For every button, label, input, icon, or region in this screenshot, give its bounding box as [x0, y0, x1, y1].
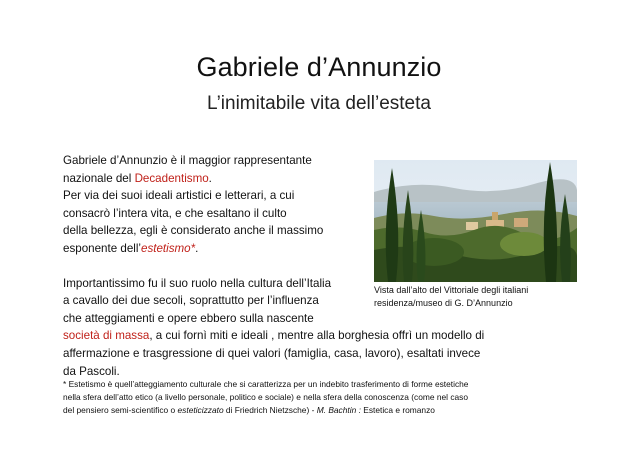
footnote-line: nella sfera dell’atto etico (a livello personale, politico e sociale) e nella sfera della conoscenza (come nel caso	[63, 392, 469, 402]
text-segment: nazionale del	[63, 171, 135, 185]
photo-caption	[374, 284, 584, 310]
text-line: della bellezza, egli è considerato anche il massimo	[63, 224, 324, 238]
text-line: Gabriele d’Annunzio è il maggior rappresentante	[63, 154, 312, 167]
text-segment: .	[208, 171, 212, 185]
caption-line: residenza/museo di G. D’Annunzio	[374, 298, 513, 308]
footnote-emphasis: esteticizzato	[177, 405, 224, 415]
footnote-estetismo	[63, 378, 583, 417]
vittoriale-photo	[374, 160, 577, 282]
text-segment: esponente dell’	[63, 241, 141, 255]
text-segment: .	[195, 241, 199, 255]
text-line	[63, 327, 583, 345]
slide-subtitle: L’inimitabile vita dell’esteta	[207, 93, 431, 114]
text-line: che atteggiamenti e opere ebbero sulla nascente	[63, 311, 314, 325]
text-segment: di Friedrich Nietzsche) -	[223, 405, 317, 415]
text-line: a cavallo dei due secoli, soprattutto per l’influenza	[63, 294, 319, 308]
text-line: consacrò l’intera vita, e che esaltano il culto	[63, 206, 287, 220]
highlight-estetismo: estetismo*	[141, 241, 196, 255]
text-line: Per via dei suoi ideali artistici e letterari, a cui	[63, 189, 295, 203]
caption-line: Vista dall’alto del Vittoriale degli italiani	[374, 285, 529, 295]
highlight-societa-di-massa: società di massa	[63, 329, 150, 343]
footnote-line: * Estetismo è quell’atteggiamento culturale che si caratterizza per un indebito trasferimento di forme estetiche	[63, 379, 469, 389]
footnote-author: M. Bachtin :	[316, 405, 361, 415]
footnote-line	[63, 404, 583, 417]
text-line: da Pascoli.	[63, 364, 120, 378]
vittoriale-landscape-illustration	[374, 160, 577, 282]
text-segment: Estetica e romanzo	[360, 405, 435, 415]
text-line: Importantissimo fu il suo ruolo nella cultura dell’Italia	[63, 276, 332, 290]
text-segment: , a cui fornì miti e ideali , mentre alla borghesia offrì un modello di	[149, 329, 485, 343]
text-segment: del pensiero semi-scientifico o	[63, 405, 178, 415]
slide-title: Gabriele d’Annunzio	[196, 52, 442, 82]
text-line: affermazione e trasgressione di quei valori (famiglia, casa, lavoro), esaltati invece	[63, 346, 481, 360]
highlight-decadentismo: Decadentismo	[134, 171, 209, 185]
